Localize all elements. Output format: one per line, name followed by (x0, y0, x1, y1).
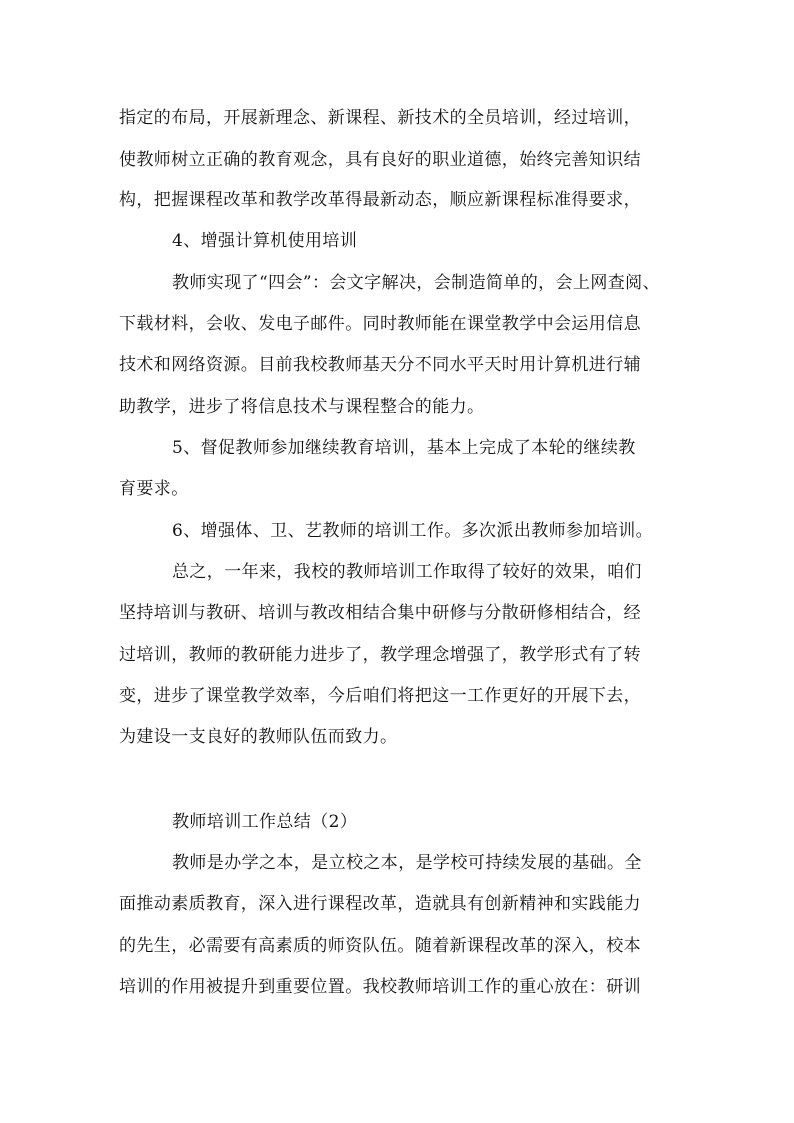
text-line: 育要求。 (119, 479, 189, 499)
text-line: 教师实现了“四会”：会文字解决，会制造简单的，会上网查阅、 (172, 273, 660, 293)
text-line: 教师是办学之本，是立校之本，是学校可持续发展的基础。全 (172, 853, 642, 873)
text-line: 面推动素质教育，深入进行课程改革，造就具有创新精神和实践能力 (119, 894, 641, 914)
text-line: 技术和网络资源。目前我校教师基天分不同水平天时用计算机进行辅 (119, 355, 641, 375)
text-line: 指定的布局，开展新理念、新课程、新技术的全员培训，经过培训， (119, 108, 641, 128)
text-line: 变，进步了课堂教学效率，今后咱们将把这一工作更好的开展下去， (119, 686, 641, 706)
text-line: 为建设一支良好的教师队伍而致力。 (119, 727, 398, 747)
numbered-heading: 6、增强体、卫、艺教师的培训工作。多次派出教师参加培训。 (172, 521, 654, 541)
text-line: 坚持培训与教研、培训与教改相结合集中研修与分散研修相结合，经 (119, 603, 641, 623)
text-line: 构，把握课程改革和教学改革得最新动态，顺应新课程标准得要求， (119, 190, 641, 210)
text-line: 总之，一年来，我校的教师培训工作取得了较好的效果，咱们 (172, 562, 642, 582)
section-title: 教师培训工作总结（2） (172, 812, 358, 832)
text-line: 的先生，必需要有高素质的师资队伍。随着新课程改革的深入，校本 (119, 936, 641, 956)
text-line: 过培训，教师的教研能力进步了，教学理念增强了，教学形式有了转 (119, 645, 641, 665)
text-line: 下载材料，会收、发电子邮件。同时教师能在课堂教学中会运用信息 (119, 314, 641, 334)
numbered-heading: 4、增强计算机使用培训 (172, 231, 358, 251)
text-line: 培训的作用被提升到重要位置。我校教师培训工作的重心放在：研训 (119, 977, 641, 997)
text-line: 助教学，进步了将信息技术与课程整合的能力。 (119, 397, 485, 417)
text-line: 使教师树立正确的教育观念，具有良好的职业道德，始终完善知识结 (119, 150, 641, 170)
numbered-heading: 5、督促教师参加继续教育培训，基本上完成了本轮的继续教 (172, 438, 636, 458)
